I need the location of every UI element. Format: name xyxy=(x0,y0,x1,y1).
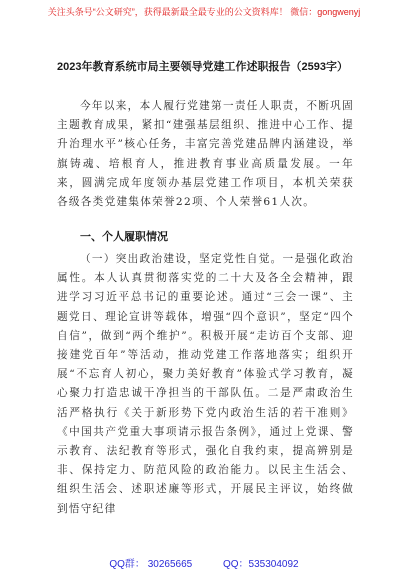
section-heading: 一、个人履职情况 xyxy=(80,231,168,243)
section-paragraph-text: （一）突出政治建设，坚定党性自觉。一是强化政治属性。本人认真贯彻落实党的二十大及各全会精神，跟进学习习近平总书记的重要论述。通过“三会一课”、主题党日、理论宣讲等载体，增强“四个意识”，坚定“四个自信”，做到“两个维护”。积极开展“走访百个支部、迎接建党百年”等活动，推动党建工作落地落实；组织开展“不忘育人初心，聚力美好教育”体验式学习教育，凝心聚力打造忠诚干净担当的干部队伍。二是严肃政治生活严格执行《关于新形势下党内政治生活的若干准则》《中国共产党重大事项请示报告条例》，通过上党课、警示教育、法纪教育等形式，强化自我约束，提高辨别是非、保持定力、防范风险的政治能力。以民主生活会、组织生活会、述职述廉等形式，开展民主评议，始终做到悟守纪律 xyxy=(57,253,354,515)
contact-footer xyxy=(0,559,408,571)
section-paragraph xyxy=(57,250,354,519)
intro-paragraph-text: 今年以来，本人履行党建第一责任人职责，不断巩固主题教育成果，紧扣“建强基层组织、推进中心工作、提升治理水平”核心任务，丰富完善党建品牌内涵建设，举旗铸魂、培根育人，推进教育事业高质量发展。一年来，圆满完成年度领办基层党建工作项目，本机关荣获各级各类党建集体荣誉22项、个人荣誉61人次。 xyxy=(57,100,354,209)
qq-number: QQ：535304092 xyxy=(222,559,299,570)
intro-paragraph xyxy=(57,97,354,212)
qq-group-number: QQ群： 30265665 xyxy=(109,559,193,570)
document-title: 2023年教育系统市局主要领导党建工作述职报告（2593字） xyxy=(57,61,348,73)
promo-banner-text: 关注头条号“公文研究”，获得最新最全最专业的公文资料库！ 微信：gongwenyj xyxy=(47,7,361,17)
promo-banner xyxy=(0,7,408,18)
